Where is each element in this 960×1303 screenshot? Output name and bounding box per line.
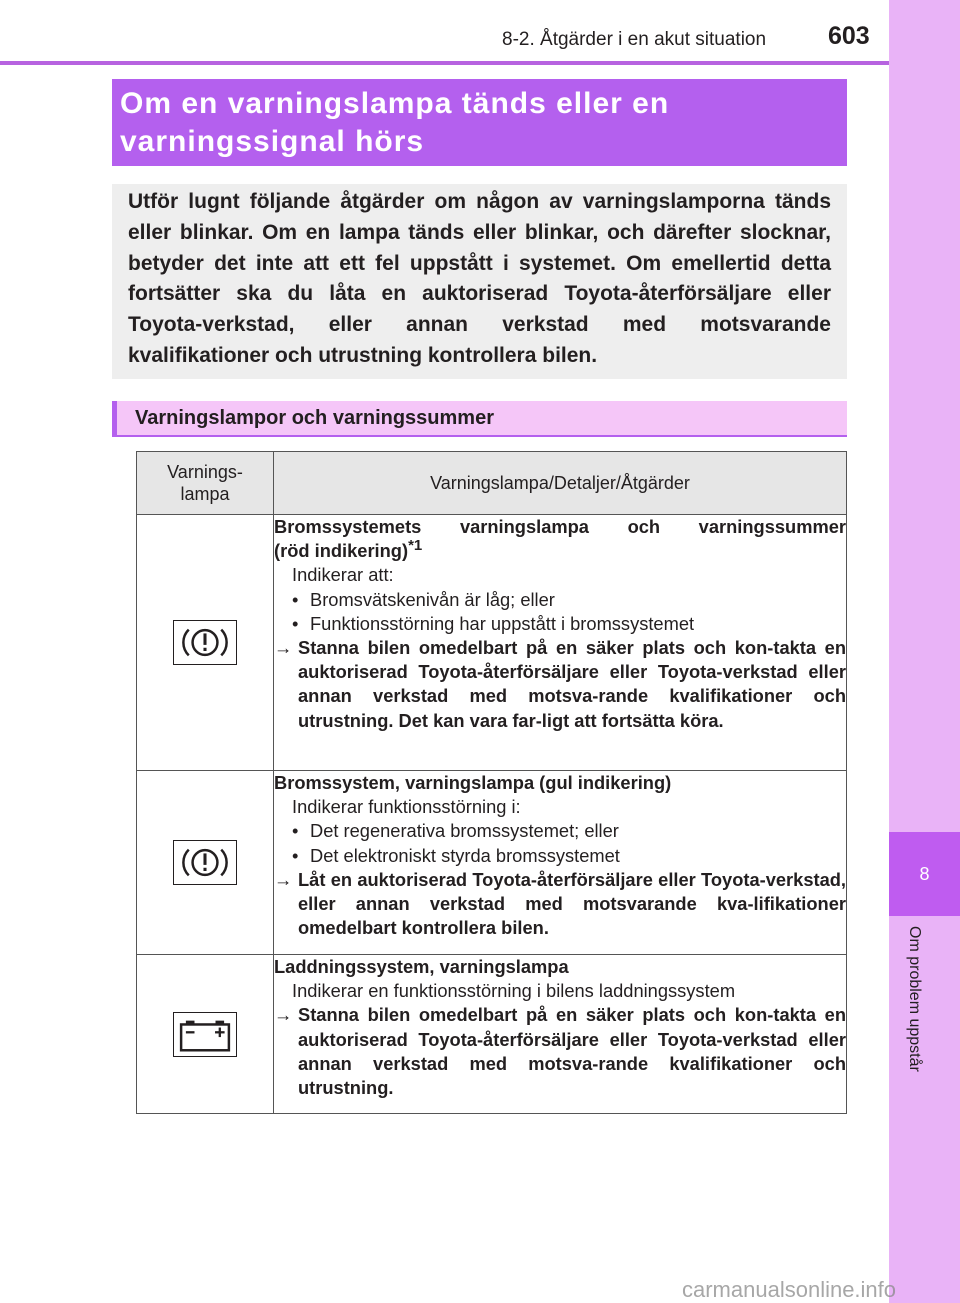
icon-cell [137,771,274,955]
action-text: Stanna bilen omedelbart på en säker plats och kon-takta en auktoriserad Toyota-återförsäljare eller Toyota-verkstad eller annan verkstad med motsva-rande kvalifikationer och utrustning. Det kan vara far-ligt att fortsätta köra. [298,637,846,731]
bullet-item: • Det regenerativa bromssystemet; eller [274,819,846,843]
bullet-item: • Bromsvätskenivån är låg; eller [274,588,846,612]
details-cell [274,515,847,771]
chapter-number-tab[interactable]: 8 [889,832,960,916]
icon-cell [137,515,274,771]
action-item [274,636,846,733]
bullet-text: Funktionsstörning har uppstått i bromssystemet [310,612,695,634]
brake-warning-icon [173,620,237,665]
table-row [137,955,847,1114]
action-item [274,1003,846,1100]
page-number: 603 [828,22,870,50]
bullet-text: Det regenerativa bromssystemet; eller [310,820,619,842]
row-lead: Indikerar en funktionsstörning i bilens laddningssystem [292,980,736,1002]
bullet-item: • Det elektroniskt styrda bromssystemet [274,844,846,868]
details-cell [274,955,847,1114]
brake-warning-icon [173,840,237,885]
intro-box [112,184,847,379]
arrow-icon: → [274,637,293,659]
column-header-light [137,452,274,515]
chapter-title-tab[interactable]: Om problem uppstår [906,926,923,1072]
row-title-cont [274,539,846,563]
row-title: Laddningssystem, varningslampa [274,956,569,977]
page-title [112,79,847,166]
action-item [274,868,846,941]
page-title-line2: varningssignal hörs [120,125,425,158]
footnote-mark: *1 [408,537,423,555]
bullet-text: Det elektroniskt styrda bromssystemet [310,844,620,866]
page-title-line1: Om en varningslampa tänds eller en [120,87,670,120]
bullet-text: Bromsvätskenivån är låg; eller [310,588,555,610]
section-title: 8-2. Åtgärder i en akut situation [502,29,767,50]
details-cell [274,771,847,955]
column-header-details: Varningslampa/Detaljer/Åtgärder [274,452,847,515]
row-title: Bromssystem, varningslampa (gul indikering) [274,772,672,793]
action-text: Låt en auktoriserad Toyota-återförsäljare eller Toyota-verkstad, eller annan verkstad med motsvarande kva-lifikationer omedelbart kontrollera bilen. [298,868,846,939]
header-rule [0,61,889,65]
battery-icon [173,1012,237,1057]
warning-light-table [136,451,847,1114]
row-title: Bromssystemets varningslampa och varningssummer [274,516,846,537]
row-title-line2: (röd indikering) [274,540,409,562]
watermark: carmanualsonline.info [682,1277,897,1302]
action-text: Stanna bilen omedelbart på en säker plats och kon-takta en auktoriserad Toyota-återförsäljare eller Toyota-verkstad eller annan verkstad med motsva-rande kvalifikationer och utrustning. [298,1004,846,1099]
row-lead: Indikerar funktionsstörning i: [292,796,521,818]
table-header-row [137,452,847,515]
arrow-icon: → [274,1004,293,1026]
sub-heading: Varningslampor och varningssummer [112,401,847,437]
arrow-icon: → [274,868,293,890]
table-row [137,771,847,955]
row-lead: Indikerar att: [292,564,394,586]
bullet-item: • Funktionsstörning har uppstått i bromssystemet [274,612,846,636]
icon-cell [137,955,274,1114]
column-header-light-line1: Varnings- [167,462,243,482]
table-row [137,515,847,771]
column-header-light-line2: lampa [180,484,230,504]
intro-text: Utför lugnt följande åtgärder om någon av varningslamporna tänds eller blinkar. Om en lampa tänds eller blinkar, och därefter slocknar, betyder det inte att ett fel uppstått i systemet. Om emellertid detta fortsätter ska du låta en auktoriserad Toyota-återförsäljare eller Toyota-verkstad, eller annan verkstad med motsvarande kvalifikationer och utrustning kontrollera bilen. [128,190,831,367]
